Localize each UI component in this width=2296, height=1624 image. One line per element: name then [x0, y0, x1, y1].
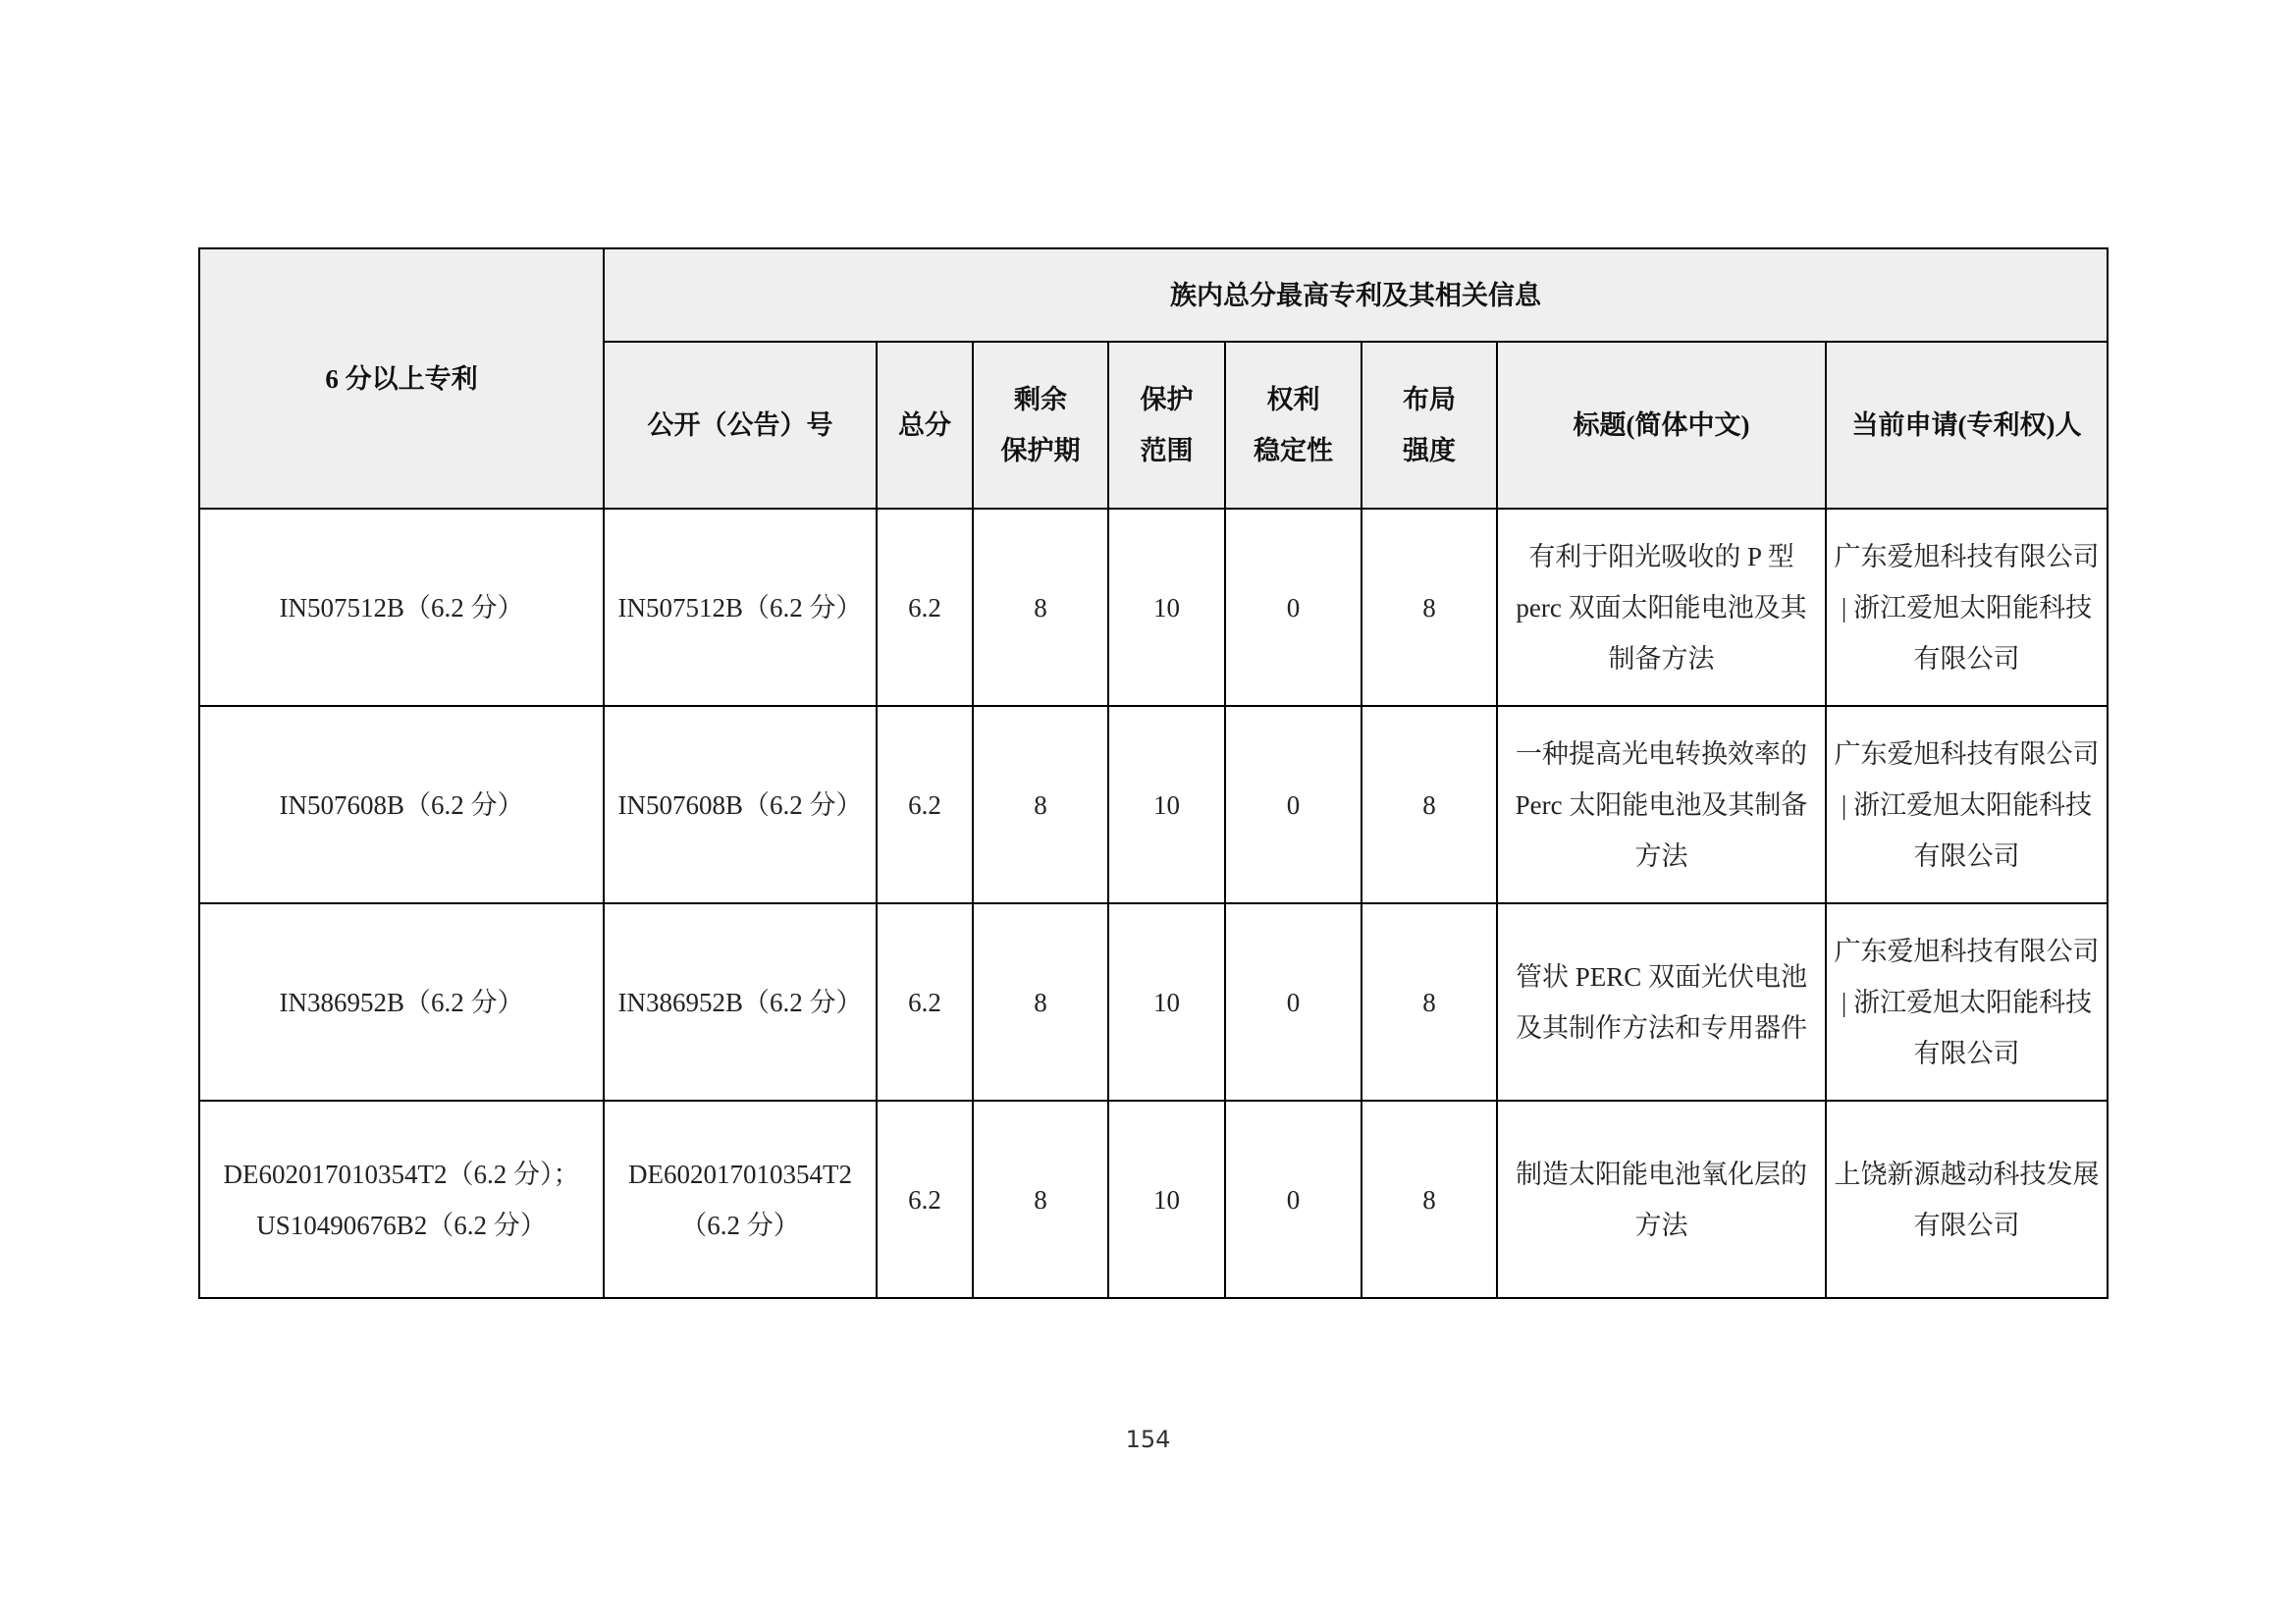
- header-title: 标题(简体中文): [1497, 342, 1826, 509]
- header-protection-scope: 保护 范围: [1108, 342, 1225, 509]
- cell-layout: 8: [1362, 903, 1497, 1101]
- cell-applicant: 广东爱旭科技有限公司 | 浙江爱旭太阳能科技有限公司: [1826, 903, 2108, 1101]
- cell-stability: 0: [1225, 903, 1362, 1101]
- cell-applicant: 上饶新源越动科技发展有限公司: [1826, 1101, 2108, 1298]
- cell-applicant: 广东爱旭科技有限公司 | 浙江爱旭太阳能科技有限公司: [1826, 706, 2108, 903]
- cell-scope: 10: [1108, 706, 1225, 903]
- cell-pub-no: DE602017010354T2（6.2 分）: [604, 1101, 877, 1298]
- patent-table: [198, 247, 2109, 1299]
- table-row: [199, 1101, 2108, 1298]
- cell-patent: IN507608B（6.2 分）: [199, 706, 604, 903]
- cell-applicant: 广东爱旭科技有限公司 | 浙江爱旭太阳能科技有限公司: [1826, 509, 2108, 706]
- cell-patent: IN507512B（6.2 分）: [199, 509, 604, 706]
- header-total: 总分: [877, 342, 973, 509]
- cell-total: 6.2: [877, 509, 973, 706]
- cell-stability: 0: [1225, 706, 1362, 903]
- cell-patent: DE602017010354T2（6.2 分）；US10490676B2（6.2 分）: [199, 1101, 604, 1298]
- header-patent-above-6: 6 分以上专利: [199, 248, 604, 509]
- cell-title: 有利于阳光吸收的 P 型 perc 双面太阳能电池及其制备方法: [1497, 509, 1826, 706]
- cell-remaining: 8: [973, 706, 1108, 903]
- header-right-stability: 权利 稳定性: [1225, 342, 1362, 509]
- cell-total: 6.2: [877, 1101, 973, 1298]
- header-remaining-term: 剩余 保护期: [973, 342, 1108, 509]
- cell-stability: 0: [1225, 509, 1362, 706]
- table-row: [199, 706, 2108, 903]
- table-row: [199, 903, 2108, 1101]
- header-pub-no: 公开（公告）号: [604, 342, 877, 509]
- cell-scope: 10: [1108, 509, 1225, 706]
- cell-title: 一种提高光电转换效率的 Perc 太阳能电池及其制备方法: [1497, 706, 1826, 903]
- cell-remaining: 8: [973, 903, 1108, 1101]
- cell-stability: 0: [1225, 1101, 1362, 1298]
- table-row: [199, 509, 2108, 706]
- cell-pub-no: IN507608B（6.2 分）: [604, 706, 877, 903]
- header-applicant: 当前申请(专利权)人: [1826, 342, 2108, 509]
- cell-scope: 10: [1108, 903, 1225, 1101]
- cell-layout: 8: [1362, 509, 1497, 706]
- header-group-title: 族内总分最高专利及其相关信息: [604, 248, 2108, 342]
- cell-pub-no: IN386952B（6.2 分）: [604, 903, 877, 1101]
- cell-title: 制造太阳能电池氧化层的方法: [1497, 1101, 1826, 1298]
- cell-total: 6.2: [877, 706, 973, 903]
- cell-pub-no: IN507512B（6.2 分）: [604, 509, 877, 706]
- cell-patent: IN386952B（6.2 分）: [199, 903, 604, 1101]
- page-number: 154: [1125, 1426, 1171, 1453]
- cell-scope: 10: [1108, 1101, 1225, 1298]
- cell-title: 管状 PERC 双面光伏电池及其制作方法和专用器件: [1497, 903, 1826, 1101]
- cell-layout: 8: [1362, 706, 1497, 903]
- cell-total: 6.2: [877, 903, 973, 1101]
- cell-remaining: 8: [973, 1101, 1108, 1298]
- cell-layout: 8: [1362, 1101, 1497, 1298]
- cell-remaining: 8: [973, 509, 1108, 706]
- header-layout-strength: 布局 强度: [1362, 342, 1497, 509]
